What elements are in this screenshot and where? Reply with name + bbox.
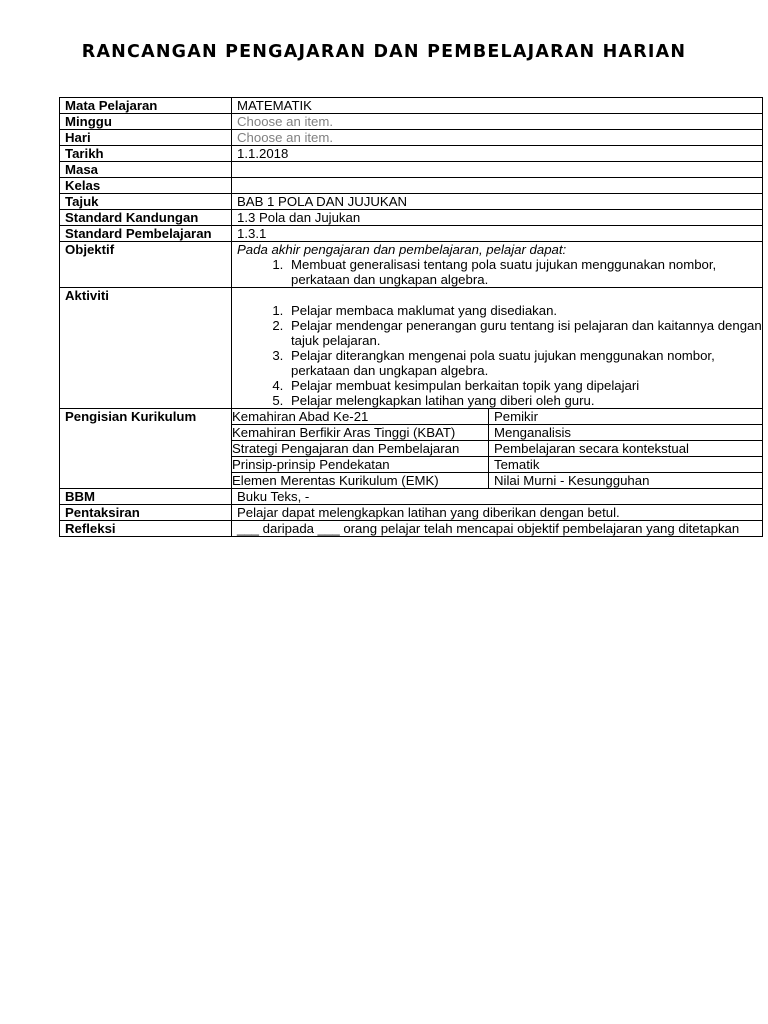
kurikulum-key: Strategi Pengajaran dan Pembelajaran — [232, 441, 489, 457]
aktiviti-list — [237, 303, 762, 408]
row-tajuk — [60, 194, 763, 210]
label-masa: Masa — [60, 162, 232, 178]
row-pentaksiran — [60, 505, 763, 521]
label-minggu: Minggu — [60, 114, 232, 130]
kurikulum-value[interactable]: Nilai Murni - Kesungguhan — [494, 473, 650, 488]
row-pengisian-kurikulum — [60, 409, 763, 489]
row-objektif — [60, 242, 763, 288]
minggu-dropdown[interactable]: Choose an item. — [232, 114, 763, 130]
pengisian-kurikulum-table — [232, 409, 762, 488]
row-kelas — [60, 178, 763, 194]
label-hari: Hari — [60, 130, 232, 146]
kurikulum-row — [232, 441, 762, 457]
value-pentaksiran[interactable]: Pelajar dapat melengkapkan latihan yang diberikan dengan betul. — [232, 505, 763, 521]
value-bbm[interactable]: Buku Teks, - — [232, 489, 763, 505]
kurikulum-key: Kemahiran Abad Ke-21 — [232, 409, 489, 425]
value-objektif[interactable] — [232, 242, 763, 288]
aktiviti-item: 4. Pelajar membuat kesimpulan berkaitan topik yang dipelajari — [287, 378, 762, 393]
row-standard-pembelajaran — [60, 226, 763, 242]
value-aktiviti[interactable] — [232, 288, 763, 409]
row-hari — [60, 130, 763, 146]
value-pengisian-kurikulum — [232, 409, 763, 489]
row-standard-kandungan — [60, 210, 763, 226]
kurikulum-value[interactable]: Pemikir — [489, 409, 763, 425]
kurikulum-value[interactable]: Tematik — [489, 457, 763, 473]
row-masa — [60, 162, 763, 178]
aktiviti-item: 1. Pelajar membaca maklumat yang disediakan. — [287, 303, 762, 318]
kurikulum-row — [232, 409, 762, 425]
value-standard-pembelajaran[interactable]: 1.3.1 — [232, 226, 763, 242]
kurikulum-row — [232, 473, 762, 489]
kurikulum-row — [232, 425, 762, 441]
value-tajuk[interactable]: BAB 1 POLA DAN JUJUKAN — [232, 194, 763, 210]
objektif-intro: Pada akhir pengajaran dan pembelajaran, pelajar dapat: — [237, 242, 567, 257]
row-tarikh — [60, 146, 763, 162]
row-mata-pelajaran — [60, 98, 763, 114]
aktiviti-item: 5. Pelajar melengkapkan latihan yang diberi oleh guru. — [287, 393, 762, 408]
label-objektif: Objektif — [60, 242, 232, 288]
kurikulum-key: Prinsip-prinsip Pendekatan — [232, 457, 489, 473]
row-aktiviti — [60, 288, 763, 409]
label-pengisian-kurikulum: Pengisian Kurikulum — [60, 409, 232, 489]
aktiviti-item: 2. Pelajar mendengar penerangan guru tentang isi pelajaran dan kaitannya dengan tajuk pelajaran. — [287, 318, 762, 348]
hari-dropdown[interactable]: Choose an item. — [232, 130, 763, 146]
value-kelas[interactable] — [232, 178, 763, 194]
objektif-list — [237, 257, 762, 287]
kurikulum-value[interactable]: Pembelajaran secara kontekstual — [489, 441, 763, 457]
row-bbm — [60, 489, 763, 505]
label-mata-pelajaran: Mata Pelajaran — [60, 98, 232, 114]
label-tajuk: Tajuk — [60, 194, 232, 210]
lesson-plan-table — [59, 97, 763, 537]
label-refleksi: Refleksi — [60, 521, 232, 537]
label-tarikh: Tarikh — [60, 146, 232, 162]
objektif-item: 1. Membuat generalisasi tentang pola suatu jujukan menggunakan nombor, perkataan dan ungkapan algebra. — [287, 257, 762, 287]
kurikulum-key: Elemen Merentas Kurikulum (EMK) — [232, 473, 489, 489]
value-masa[interactable] — [232, 162, 763, 178]
row-refleksi — [60, 521, 763, 537]
value-tarikh[interactable]: 1.1.2018 — [232, 146, 763, 162]
value-mata-pelajaran[interactable]: MATEMATIK — [232, 98, 763, 114]
kurikulum-row — [232, 457, 762, 473]
label-aktiviti: Aktiviti — [60, 288, 232, 409]
label-standard-pembelajaran: Standard Pembelajaran — [60, 226, 232, 242]
value-standard-kandungan[interactable]: 1.3 Pola dan Jujukan — [232, 210, 763, 226]
aktiviti-item: 3. Pelajar diterangkan mengenai pola suatu jujukan menggunakan nombor, perkataan dan ungkapan algebra. — [287, 348, 762, 378]
label-bbm: BBM — [60, 489, 232, 505]
kurikulum-key: Kemahiran Berfikir Aras Tinggi (KBAT) — [232, 425, 489, 441]
row-minggu — [60, 114, 763, 130]
label-pentaksiran: Pentaksiran — [60, 505, 232, 521]
label-standard-kandungan: Standard Kandungan — [60, 210, 232, 226]
value-refleksi[interactable]: ___ daripada ___ orang pelajar telah mencapai objektif pembelajaran yang ditetapkan — [232, 521, 763, 537]
kurikulum-value[interactable]: Menganalisis — [489, 425, 763, 441]
document-title: RANCANGAN PENGAJARAN DAN PEMBELAJARAN HARIAN — [81, 42, 687, 62]
label-kelas: Kelas — [60, 178, 232, 194]
